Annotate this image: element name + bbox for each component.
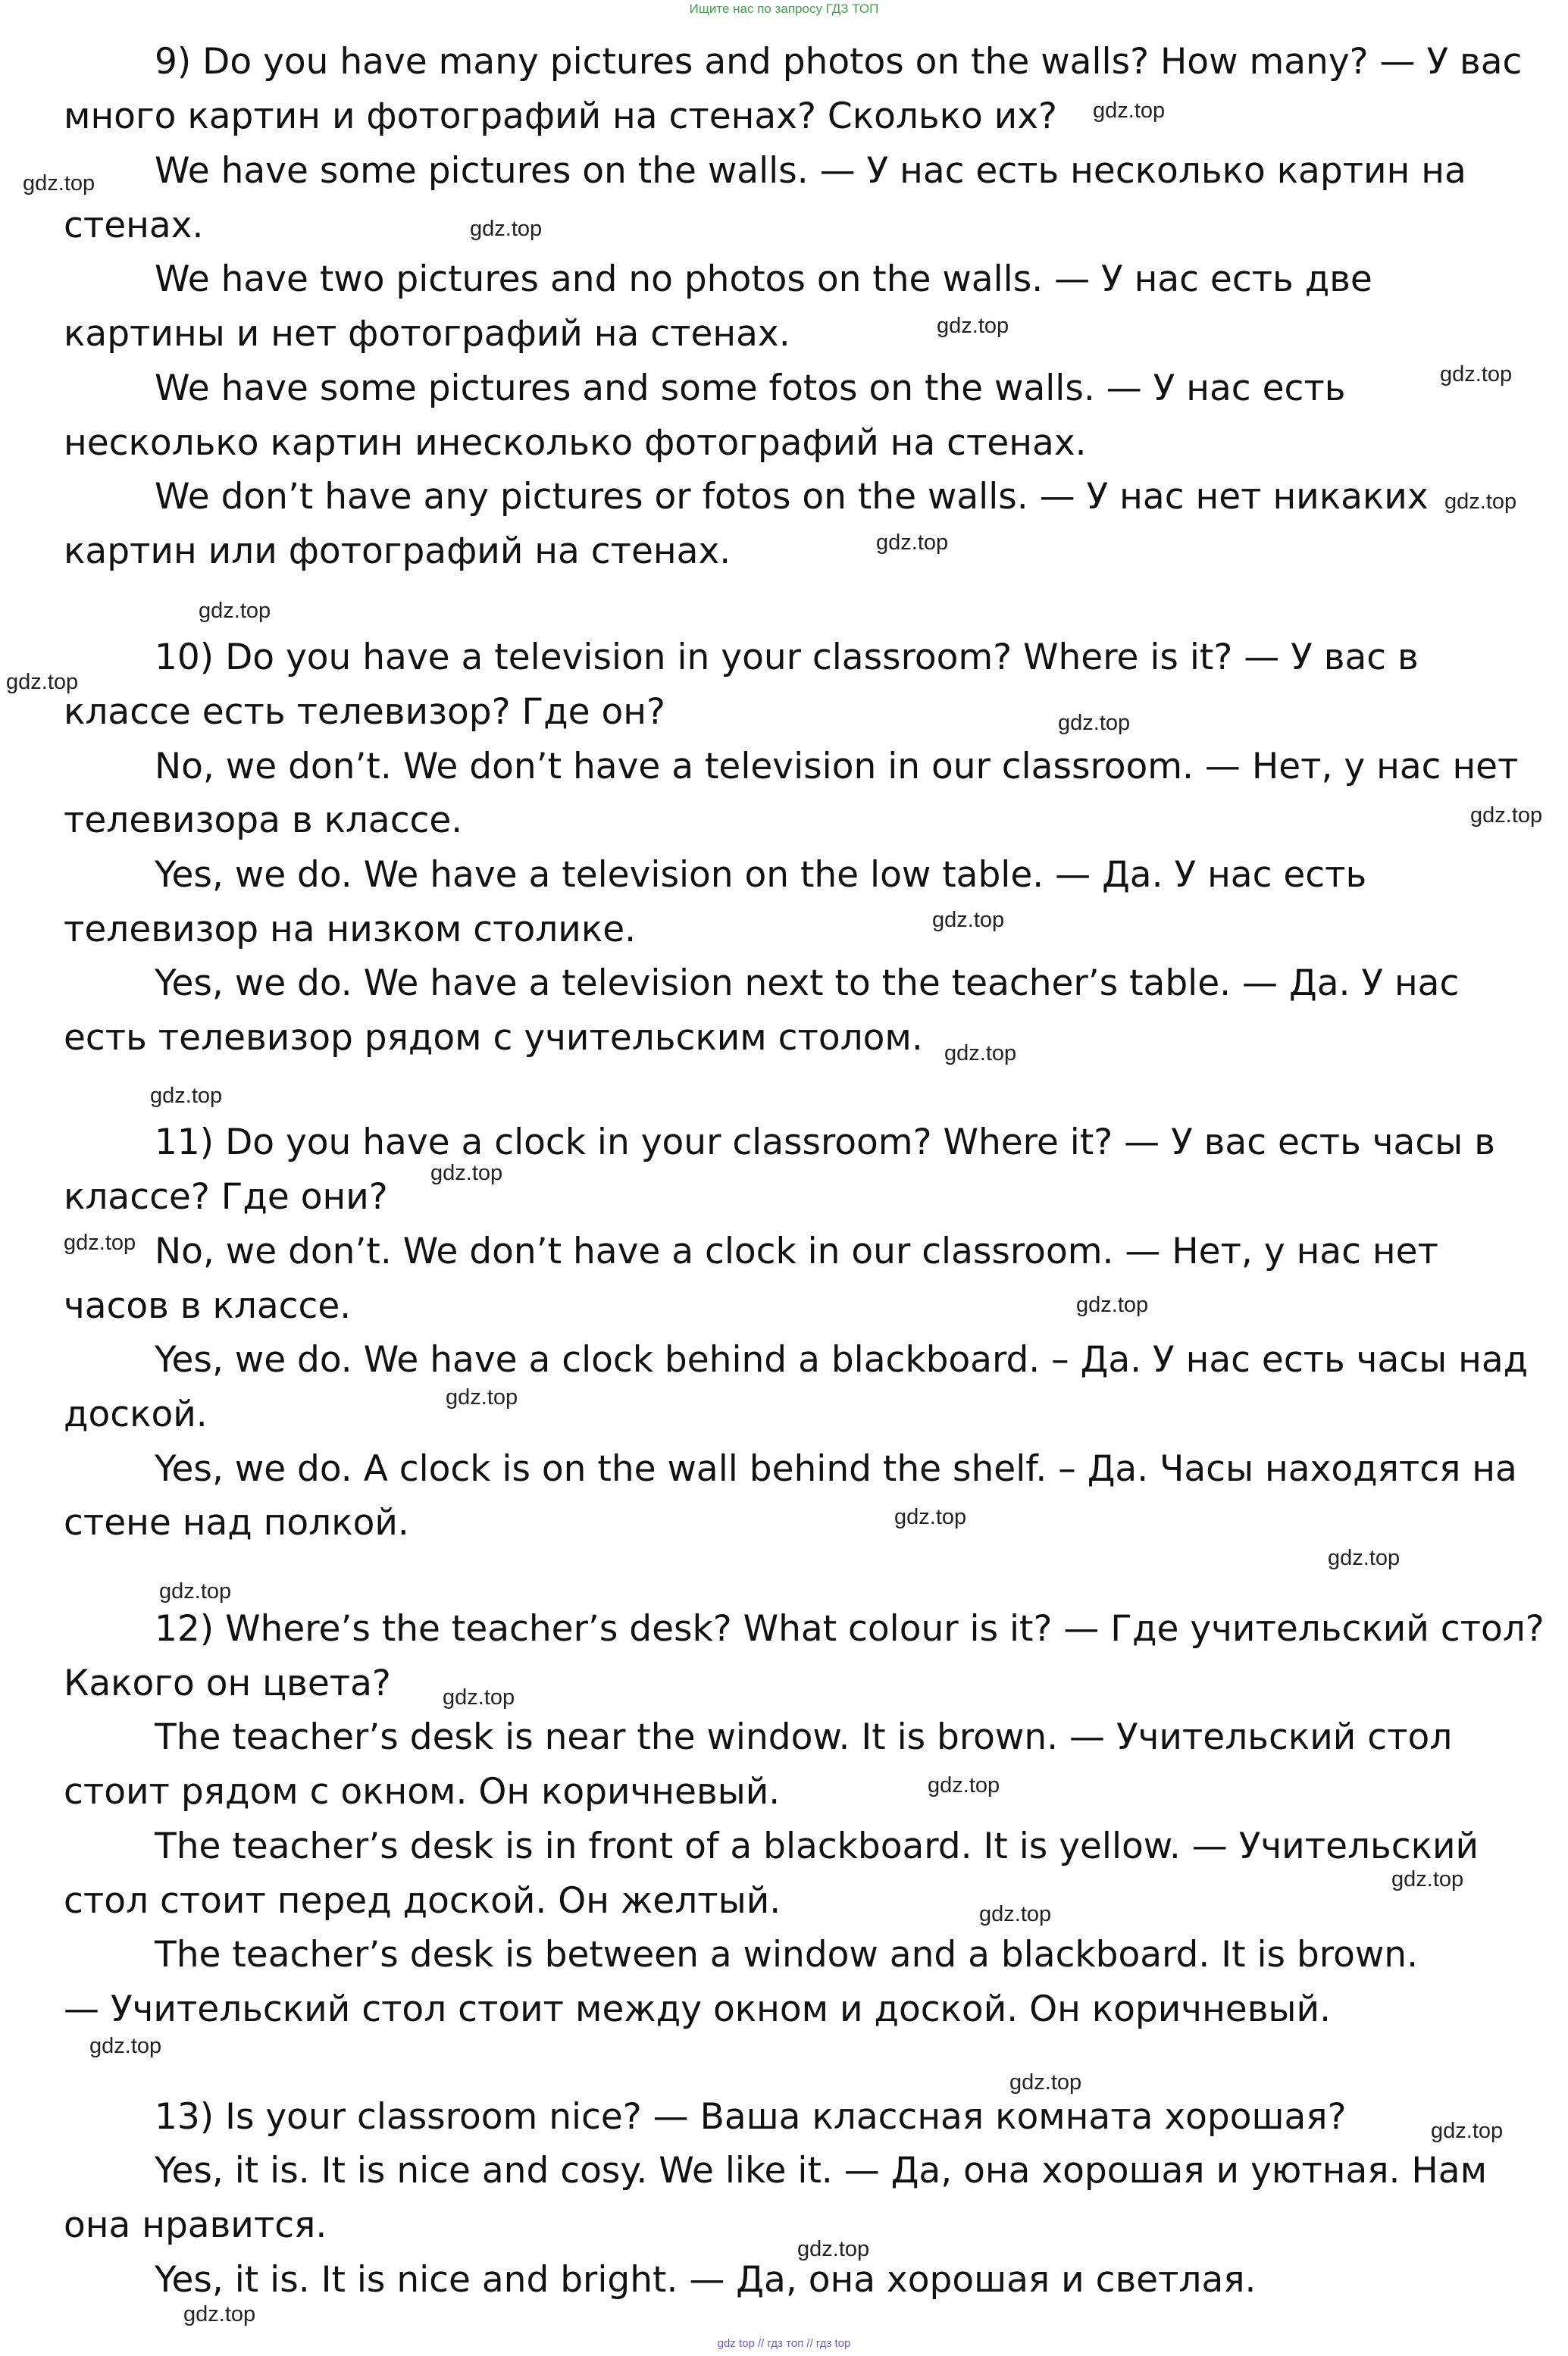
watermark: gdz.top — [150, 1084, 223, 1108]
watermark: gdz.top — [23, 171, 95, 196]
watermark: gdz.top — [1058, 711, 1131, 735]
watermark: gdz.top — [446, 1385, 518, 1410]
watermark: gdz.top — [894, 1505, 967, 1529]
answer-line: доской. — [64, 1394, 208, 1435]
answer-line: Yes, we do. A clock is on the wall behind the shelf. – Да. Часы находятся на — [155, 1448, 1517, 1490]
answer-line: We have some pictures on the walls. — У нас есть несколько картин на — [155, 150, 1466, 192]
watermark: gdz.top — [1431, 2119, 1504, 2143]
watermark: gdz.top — [797, 2237, 870, 2261]
answer-line: Yes, we do. We have a clock behind a blackboard. – Да. У нас есть часы над — [155, 1339, 1529, 1381]
answer-line: The teacher’s desk is near the window. It is brown. — Учительский стол — [155, 1716, 1453, 1758]
watermark: gdz.top — [928, 1773, 1000, 1798]
question-12-line: Какого он цвета? — [64, 1663, 391, 1704]
answer-line: No, we don’t. We don’t have a television in our classroom. — Нет, у нас нет — [155, 746, 1519, 787]
answer-line: стоит рядом с окном. Он коричневый. — [64, 1771, 781, 1813]
answer-line: We have some pictures and some fotos on the walls. — У нас есть — [155, 368, 1346, 409]
answer-line: Yes, it is. It is nice and bright. — Да, она хорошая и светлая. — [155, 2259, 1257, 2301]
watermark: gdz.top — [876, 530, 949, 555]
answer-line: стенах. — [64, 205, 204, 246]
answer-line: Yes, we do. We have a television next to the teacher’s table. — Да. У нас — [155, 962, 1460, 1004]
watermark: gdz.top — [470, 217, 543, 241]
watermark: gdz.top — [937, 314, 1009, 338]
answer-line: телевизора в классе. — [64, 799, 463, 841]
answer-line: We don’t have any pictures or fotos on the walls. — У нас нет никаких — [155, 476, 1429, 518]
watermark: gdz.top — [979, 1902, 1052, 1926]
answer-line: No, we don’t. We don’t have a clock in our classroom. — Нет, у нас нет — [155, 1231, 1438, 1272]
answer-line: Yes, it is. It is nice and cosy. We like it. — Да, она хорошая и уютная. Нам — [155, 2150, 1488, 2192]
watermark: gdz.top — [1076, 1293, 1149, 1317]
watermark: gdz.top — [430, 1161, 503, 1185]
question-11-line: классе? Где они? — [64, 1176, 388, 1218]
watermark: gdz.top — [443, 1685, 515, 1710]
watermark: gdz.top — [183, 2302, 256, 2326]
answer-line: часов в классе. — [64, 1285, 352, 1327]
watermark: gdz.top — [1470, 803, 1543, 828]
answer-line: картин или фотографий на стенах. — [64, 530, 731, 572]
answer-line: The teacher’s desk is in front of a blackboard. It is yellow. — Учительский — [155, 1826, 1479, 1867]
watermark: gdz.top — [1440, 362, 1513, 386]
question-10-line: 10) Do you have a television in your classroom? Where is it? — У вас в — [155, 637, 1419, 678]
answer-line: картины и нет фотографий на стенах. — [64, 313, 790, 355]
watermark: gdz.top — [6, 670, 79, 694]
watermark: gdz.top — [1444, 490, 1517, 514]
watermark: gdz.top — [1009, 2070, 1082, 2095]
watermark: gdz.top — [199, 599, 271, 623]
answer-line: стене над полкой. — [64, 1502, 409, 1544]
answer-line: она нравится. — [64, 2204, 327, 2246]
bottom-banner: gdz top // гдз топ // гдз top — [717, 2337, 851, 2350]
answer-line: Yes, we do. We have a television on the low table. — Да. У нас есть — [155, 854, 1367, 896]
top-banner: Ищите нас по запросу ГДЗ ТОП — [689, 2, 879, 16]
answer-line: телевизор на низком столике. — [64, 909, 637, 950]
question-10-line: классе есть телевизор? Где он? — [64, 691, 665, 733]
watermark: gdz.top — [1093, 99, 1166, 123]
question-9-line: 9) Do you have many pictures and photos on the walls? How many? — У вас — [155, 41, 1523, 83]
question-9-line: много картин и фотографий на стенах? Сколько их? — [64, 95, 1057, 137]
answer-line: We have two pictures and no photos on the walls. — У нас есть две — [155, 258, 1372, 300]
watermark: gdz.top — [1391, 1867, 1464, 1891]
watermark: gdz.top — [1328, 1546, 1401, 1570]
question-11-line: 11) Do you have a clock in your classroom? Where it? — У вас есть часы в — [155, 1122, 1495, 1163]
question-13-line: 13) Is your classroom nice? — Ваша классная комната хорошая? — [155, 2096, 1347, 2138]
question-12-line: 12) Where’s the teacher’s desk? What colour is it? — Где учительский стол? — [155, 1608, 1545, 1650]
answer-line: The teacher’s desk is between a window and a blackboard. It is brown. — [155, 1934, 1419, 1976]
watermark: gdz.top — [944, 1041, 1017, 1065]
watermark: gdz.top — [89, 2034, 162, 2058]
answer-line: — Учительский стол стоит между окном и доской. Он коричневый. — [64, 1988, 1332, 2030]
answer-line: стол стоит перед доской. Он желтый. — [64, 1880, 781, 1922]
watermark: gdz.top — [159, 1579, 232, 1604]
answer-line: есть телевизор рядом с учительским столом. — [64, 1017, 923, 1059]
answer-line: несколько картин инесколько фотографий на стенах. — [64, 422, 1087, 464]
watermark: gdz.top — [64, 1231, 136, 1255]
watermark: gdz.top — [932, 908, 1005, 932]
